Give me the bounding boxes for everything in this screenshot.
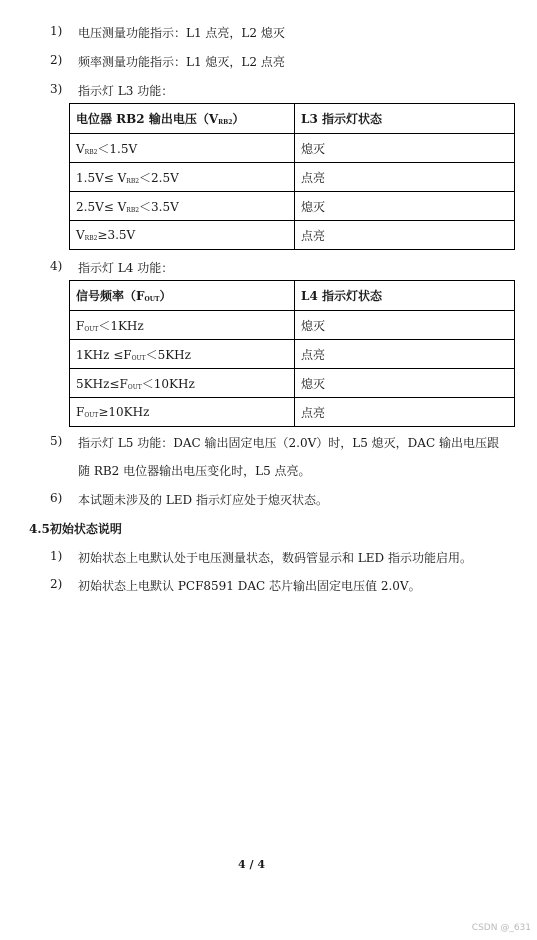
item-number: 1) bbox=[50, 549, 63, 563]
item-number: 2) bbox=[50, 577, 63, 591]
item-text: 初始状态上电默认 PCF8591 DAC 芯片输出固定电压值 2.0V。 bbox=[78, 579, 421, 593]
table-row bbox=[70, 163, 515, 192]
table-row bbox=[70, 134, 515, 163]
item-text: 电压测量功能指示：L1 点亮，L2 熄灭 bbox=[78, 26, 285, 40]
table-header-row bbox=[70, 281, 515, 311]
condition-cell: $V_{RB2}\ge 3.5V$ bbox=[70, 221, 295, 250]
l3-header-state: L3 指示灯状态 bbox=[295, 104, 515, 134]
state-cell: 熄灭 bbox=[295, 311, 515, 340]
item-text: 初始状态上电默认处于电压测量状态，数码管显示和 LED 指示功能启用。 bbox=[78, 551, 472, 565]
item-text: 频率测量功能指示：L1 熄灭，L2 点亮 bbox=[78, 55, 285, 69]
condition-cell: $1KHz \le F_{OUT}<5KHz$ bbox=[70, 340, 295, 369]
l3-header-voltage: 电位器 RB2 输出电压$(V_{RB2})$ bbox=[70, 104, 295, 134]
item-number: 2) bbox=[50, 53, 63, 67]
state-cell: 点亮 bbox=[295, 340, 515, 369]
item-text: 指示灯 L4 功能： bbox=[78, 261, 174, 275]
state-cell: 熄灭 bbox=[295, 134, 515, 163]
l4-header-state: L4 指示灯状态 bbox=[295, 281, 515, 311]
condition-cell: $1.5V\le V_{RB2}<2.5V$ bbox=[70, 163, 295, 192]
table-row bbox=[70, 340, 515, 369]
state-cell: 点亮 bbox=[295, 221, 515, 250]
state-cell: 熄灭 bbox=[295, 192, 515, 221]
condition-cell: $V_{RB2}<1.5V$ bbox=[70, 134, 295, 163]
section-title: 4.5初始状态说明 bbox=[29, 522, 122, 536]
condition-cell: $F_{OUT}<1KHz$ bbox=[70, 311, 295, 340]
l3-table bbox=[69, 103, 515, 250]
state-cell: 点亮 bbox=[295, 398, 515, 427]
table-header-row bbox=[70, 104, 515, 134]
item-number: 3) bbox=[50, 82, 63, 96]
item-number: 4) bbox=[50, 259, 63, 273]
item-number: 6) bbox=[50, 491, 63, 505]
table-row bbox=[70, 311, 515, 340]
watermark: CSDN @_631 bbox=[471, 923, 531, 933]
page-number: 4 / 4 bbox=[238, 858, 265, 871]
table-row bbox=[70, 369, 515, 398]
condition-cell: $F_{OUT}\ge 10KHz$ bbox=[70, 398, 295, 427]
item-number: 1) bbox=[50, 24, 63, 38]
l4-header-frequency: 信号频率$(F_{OUT})$ bbox=[70, 281, 295, 311]
state-cell: 熄灭 bbox=[295, 369, 515, 398]
condition-cell: $5KHz\le F_{OUT}<10KHz$ bbox=[70, 369, 295, 398]
state-cell: 点亮 bbox=[295, 163, 515, 192]
item-number: 5) bbox=[50, 434, 63, 448]
table-row bbox=[70, 398, 515, 427]
item-text-continued: 随 RB2 电位器输出电压变化时，L5 点亮。 bbox=[78, 464, 311, 478]
table-row bbox=[70, 192, 515, 221]
table-row bbox=[70, 221, 515, 250]
condition-cell: $2.5V\le V_{RB2}<3.5V$ bbox=[70, 192, 295, 221]
l4-table bbox=[69, 280, 515, 427]
item-text: 指示灯 L3 功能： bbox=[78, 84, 174, 98]
item-text: 本试题未涉及的 LED 指示灯应处于熄灭状态。 bbox=[78, 493, 328, 507]
item-text: 指示灯 L5 功能：DAC 输出固定电压（2.0V）时，L5 熄灭，DAC 输出电压跟 bbox=[78, 436, 499, 450]
